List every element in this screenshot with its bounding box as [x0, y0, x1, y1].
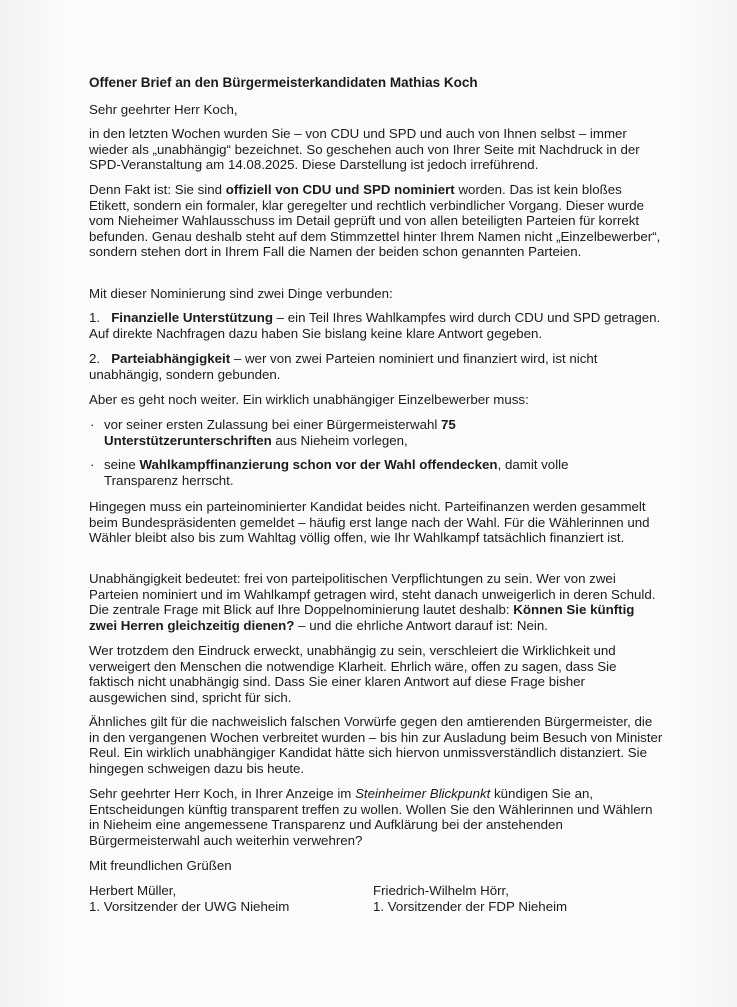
signature-right — [373, 883, 567, 914]
paragraph-two-things: Mit dieser Nominierung sind zwei Dinge verbunden: — [89, 286, 393, 301]
italic-text: Steinheimer Blickpunkt — [355, 786, 491, 801]
bold-text: Wahlkampffinanzierung schon vor der Wahl offendecken — [139, 457, 498, 472]
bold-text: Parteiabhängigkeit — [111, 351, 231, 366]
text: Unabhängigkeit bedeutet: frei von parteipolitischen Verpflichtungen zu sein. Wer von zwei Parteien nominiert und im Wahlkampf getragen wird, steht danach unweigerlich in deren Schuld. Die zentrale Frage mit Blick auf Ihre Doppelnominierung lautet deshalb: — [89, 571, 656, 618]
bold-text: 75 Unterstützerunterschriften — [104, 417, 456, 448]
text: kündigen Sie an, Entscheidungen künftig transparent treffen zu wollen. Wollen Sie den Wählerinnen und Wählern in Nieheim eine angemessene Transparenz und Aufklärung bei der anstehenden Bürgermeisterwahl auch weiterhin verwehren? — [89, 786, 653, 848]
bold-text: Können Sie künftig zwei Herren gleichzeitig dienen? — [89, 602, 635, 633]
bold-text: offiziell von CDU und SPD nominiert — [225, 182, 455, 197]
text: worden. Das ist kein bloßes Etikett, sondern ein formaler, klar geregelter und rechtlich verbindlicher Vorgang. Dieser wurde vom Nieheimer Wahlausschuss im Detail geprüft und von allen beteiligten Parteien für korrekt befunden. Genau deshalb steht auf dem Stimmzettel hinter Ihrem Namen nicht „Einzelbewerber“, sondern stehen dort in Ihrem Fall die Namen der beiden schon genannten Parteien. — [89, 182, 661, 260]
text: – wer von zwei Parteien nominiert und finanziert wird, ist nicht unabhängig, sondern gebunden. — [89, 351, 598, 382]
text: Sehr geehrter Herr Koch, in Ihrer Anzeige im — [89, 786, 356, 801]
text: , damit volle Transparenz herrscht. — [104, 457, 569, 488]
text: vor seiner ersten Zulassung bei einer Bürgermeisterwahl — [104, 417, 442, 432]
bullet-2-marker: · — [90, 457, 95, 472]
numbered-item-1 — [89, 310, 664, 341]
signer-role: 1. Vorsitzender der FDP Nieheim — [373, 898, 568, 914]
numbered-item-2 — [89, 351, 664, 382]
closing: Mit freundlichen Grüßen — [89, 858, 232, 873]
signer-name: Herbert Müller, — [89, 883, 177, 898]
text: – und die ehrliche Antwort darauf ist: Nein. — [294, 617, 548, 633]
item-number: 2. — [89, 351, 112, 366]
signer-role: 1. Vorsitzender der UWG Nieheim — [89, 898, 290, 914]
bold-text: Finanzielle Unterstützung — [111, 310, 273, 325]
signature-left — [89, 883, 289, 914]
paragraph-independence — [89, 571, 664, 633]
letter-title: Offener Brief an den Bürgermeisterkandidaten Mathias Koch — [89, 75, 478, 90]
paragraph-intro: in den letzten Wochen wurden Sie – von CDU und SPD und auch von Ihnen selbst – immer wieder als „unabhängig“ bezeichnet. So geschehen auch von Ihrer Seite mit Nachdruck in der SPD-Veranstaltung am 14.08.2025. Diese Darstellung ist jedoch irreführend. — [89, 126, 640, 173]
salutation: Sehr geehrter Herr Koch, — [89, 102, 238, 117]
paragraph-nomination — [89, 182, 664, 260]
paragraph-party-finance: Hingegen muss ein parteinominierter Kandidat beides nicht. Parteifinanzen werden gesammelt beim Bundespräsidenten gemeldet – häufig erst lange nach der Wahl. Für die Wählerinnen und Wähler bleibt also bis zum Wahltag völlig offen, wie Ihr Wahlkampf tatsächlich finanziert ist. — [89, 499, 650, 546]
paragraph-allegations: Ähnliches gilt für die nachweislich falschen Vorwürfe gegen den amtierenden Bürgermeister, die in den vergangenen Wochen verbreitet wurden – bis hin zur Ausladung beim Besuch von Minister Reul. Ein wirklich unabhängiger Kandidat hätte sich hiervon unmissverständlich distanziert. Sie hingegen schweigen dazu bis heute. — [89, 714, 663, 776]
text: Denn Fakt ist: Sie sind — [89, 182, 226, 197]
item-number: 1. — [89, 310, 112, 325]
paragraph-transparency — [89, 786, 664, 848]
bullet-1-marker: · — [90, 417, 95, 432]
paragraph-clarity: Wer trotzdem den Eindruck erweckt, unabhängig zu sein, verschleiert die Wirklichkeit und verweigert den Menschen die notwendige Klarheit. Ehrlich wäre, offen zu sagen, dass Sie faktisch nicht unabhängig sind. Dass Sie einer klaren Antwort auf diese Frage bisher ausgewichen sind, spricht für sich. — [89, 643, 617, 705]
text: – ein Teil Ihres Wahlkampfes wird durch CDU und SPD getragen. Auf direkte Nachfragen dazu haben Sie bislang keine klare Antwort gegeben. — [89, 310, 661, 341]
text: seine — [104, 457, 140, 472]
bullet-item-2 — [104, 457, 594, 488]
bullet-item-1 — [104, 417, 484, 448]
paragraph-further: Aber es geht noch weiter. Ein wirklich unabhängiger Einzelbewerber muss: — [89, 392, 529, 407]
signer-name: Friedrich-Wilhelm Hörr, — [373, 883, 509, 898]
text: aus Nieheim vorlegen, — [271, 432, 408, 448]
